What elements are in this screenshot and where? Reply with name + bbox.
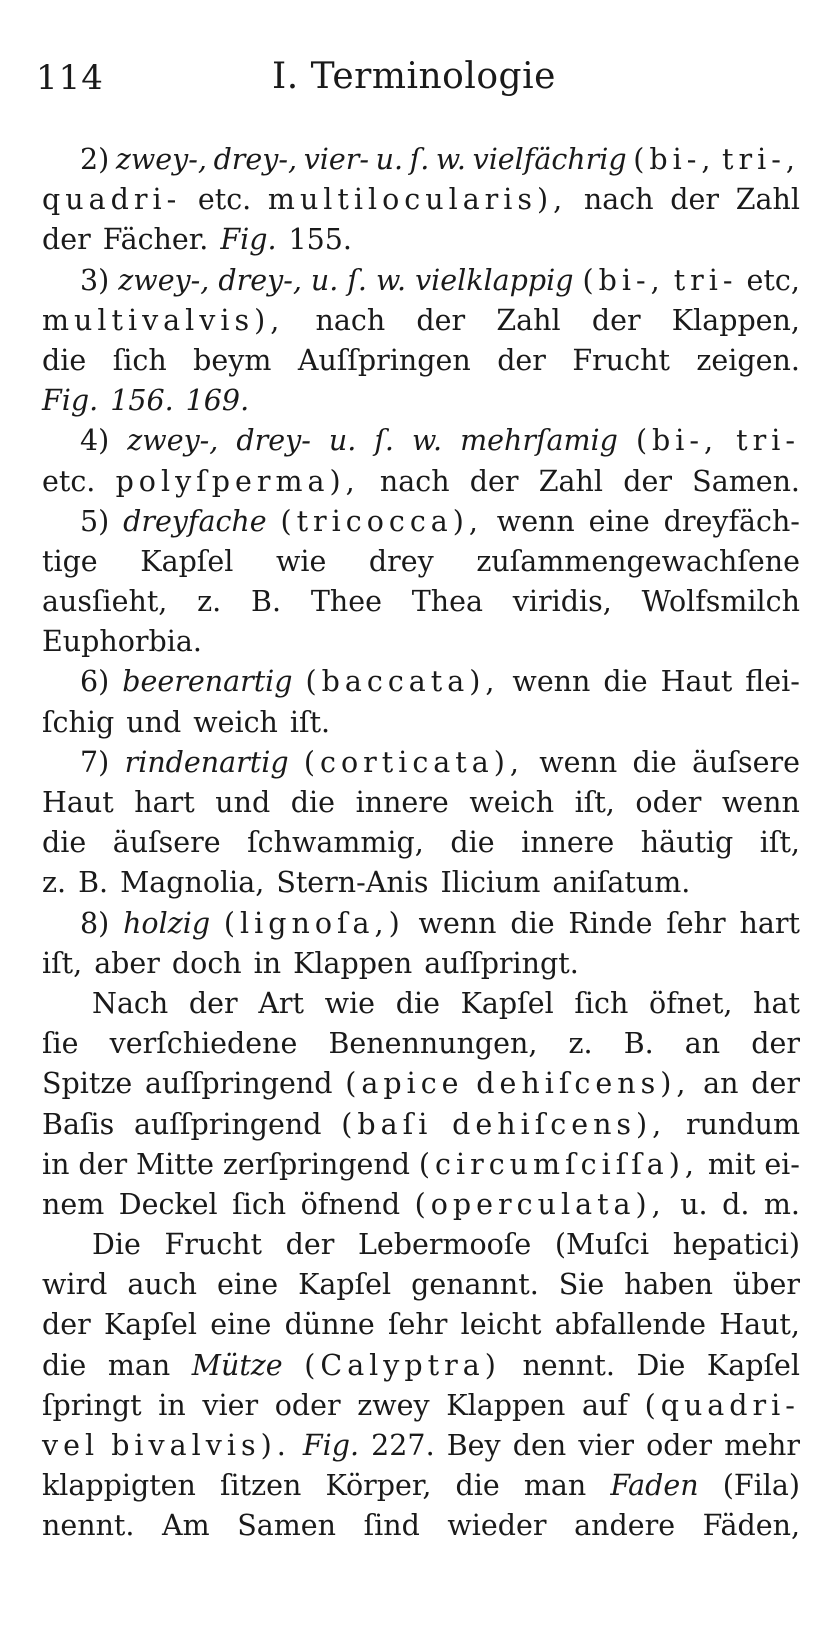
word: auſſpringt. — [424, 946, 579, 980]
word: wieder — [447, 1509, 547, 1543]
word: vel — [42, 1429, 100, 1462]
text-line — [42, 823, 800, 863]
word: 8) — [80, 906, 110, 940]
word: und — [126, 705, 182, 739]
word: ſ. — [347, 263, 367, 297]
word: (Calyptra) — [304, 1348, 501, 1382]
word: Kapſel — [103, 1308, 197, 1342]
word: ſ. — [374, 424, 394, 458]
word: nach — [379, 464, 450, 498]
word: Kapſel — [298, 1268, 392, 1302]
text-line — [42, 1024, 800, 1064]
text-line — [42, 582, 800, 622]
word: die — [510, 906, 555, 940]
word: drey-, — [213, 143, 298, 176]
word: Rinde — [568, 906, 653, 940]
word: auf — [582, 1388, 628, 1422]
word: rindenartig — [124, 745, 289, 779]
word: ſchig — [42, 705, 115, 739]
word: Haut, — [719, 1308, 800, 1342]
word: Kapſel — [460, 986, 554, 1020]
word: eine — [588, 504, 650, 538]
word: iſt, — [42, 946, 83, 980]
word: d. — [722, 1187, 750, 1221]
word: (bi-, — [633, 143, 716, 176]
word: (baccata), — [305, 665, 500, 699]
word: wenn — [512, 665, 591, 699]
word: ſ. — [409, 143, 430, 176]
text-line — [42, 1105, 800, 1145]
word: etc, — [746, 263, 800, 297]
word: zwey — [357, 1388, 430, 1422]
word: oder — [635, 786, 702, 819]
text-line — [42, 220, 800, 260]
word: oder — [274, 1388, 341, 1422]
word: der — [751, 1027, 800, 1061]
word: quadri- — [42, 183, 182, 217]
text-line — [42, 1426, 800, 1466]
word: Fig. — [220, 223, 277, 257]
text-line — [42, 743, 800, 783]
word: polyſperma), — [115, 464, 360, 498]
word: nennt. — [42, 1509, 135, 1543]
text-line — [42, 984, 800, 1024]
text-line — [42, 904, 800, 944]
text-line — [42, 462, 800, 502]
word: dreyfache — [123, 504, 267, 538]
word: klappigten — [42, 1469, 196, 1503]
word: ſich — [574, 986, 629, 1020]
word: andere — [574, 1509, 676, 1543]
word: vielklappig — [415, 263, 574, 297]
word: Frucht — [572, 343, 670, 377]
word: der — [591, 303, 641, 337]
word: Klappen — [293, 946, 413, 980]
word: dehiſcens), — [452, 1107, 667, 1141]
word: Die — [92, 1228, 141, 1262]
word: (lignoſa,) — [223, 906, 405, 940]
word: z. — [568, 1027, 593, 1061]
word: die — [42, 343, 87, 377]
word: (bi-, — [582, 263, 665, 297]
word: eine — [210, 1308, 272, 1342]
word: aber — [94, 946, 160, 980]
word: Thea — [411, 585, 483, 619]
text-line — [42, 703, 800, 743]
word: 156. — [110, 384, 174, 418]
word: drey-, — [218, 263, 302, 297]
word: Auſſpringen — [297, 343, 471, 377]
word: Stern-Anis — [276, 866, 429, 900]
word: w. — [435, 143, 466, 176]
word: ſich — [112, 343, 167, 377]
word: Kapſel — [140, 544, 234, 578]
word: eine — [216, 1268, 279, 1302]
word: Samen. — [692, 464, 800, 498]
word: drey- — [236, 424, 311, 458]
word: (Muſci — [554, 1228, 650, 1262]
text-line — [42, 502, 800, 542]
word: wenn — [418, 906, 497, 940]
word: beym — [193, 343, 272, 377]
word: dreyfäch- — [663, 504, 800, 538]
word: äuſsere — [692, 745, 800, 779]
word: man — [107, 1348, 171, 1382]
word: hat — [753, 986, 800, 1020]
word: hart — [739, 906, 800, 940]
word: Baſis — [42, 1107, 115, 1141]
word: Mitte — [135, 1147, 215, 1181]
text-line — [42, 421, 800, 461]
word: Art — [258, 986, 304, 1020]
word: Fächer. — [102, 223, 209, 257]
word: verſchiedene — [109, 1027, 298, 1061]
word: (corticata), — [303, 745, 524, 779]
word: Haut — [660, 665, 733, 699]
word: die — [395, 986, 440, 1020]
word: u. — [310, 263, 339, 297]
word: tige — [42, 544, 98, 578]
word: innere — [355, 786, 449, 819]
text-line — [42, 1265, 800, 1305]
word: ſchwammig, — [247, 826, 424, 860]
word: nach — [315, 303, 386, 337]
text-line — [42, 341, 800, 381]
word: etc. — [42, 464, 96, 498]
word: auſſpringend — [144, 1067, 333, 1101]
word: der — [42, 1308, 91, 1342]
page-number: 114 — [36, 58, 104, 98]
word: wenn — [496, 504, 575, 538]
text-line — [42, 1225, 800, 1265]
word: genannt. — [411, 1268, 539, 1302]
word: weich — [469, 786, 555, 819]
word: tri- — [673, 263, 738, 297]
word: ei- — [764, 1147, 800, 1181]
text-line — [42, 381, 800, 421]
text-line — [42, 622, 800, 662]
word: wenn — [721, 786, 800, 819]
word: Wolfsmilch — [641, 585, 800, 619]
word: über — [732, 1268, 800, 1302]
word: wie — [324, 986, 376, 1020]
word: der — [670, 183, 720, 217]
word: zerſpringend — [222, 1147, 411, 1181]
word: vier — [202, 1388, 259, 1422]
word: der — [42, 223, 91, 257]
word: der — [188, 986, 238, 1020]
word: Bey — [446, 1429, 501, 1462]
word: Nach — [92, 986, 169, 1020]
word: 2) — [80, 143, 110, 176]
word: Frucht — [164, 1228, 262, 1262]
word: ſitzen — [220, 1469, 302, 1503]
word: die — [603, 665, 648, 699]
text-line — [42, 783, 800, 823]
text-line — [42, 1185, 800, 1225]
word: (apice — [345, 1067, 464, 1101]
word: beerenartig — [122, 665, 293, 699]
word: der — [78, 1147, 128, 1181]
word: Thee — [310, 585, 382, 619]
word: zwey-, — [118, 263, 210, 297]
word: Die — [636, 1348, 686, 1382]
text-line — [42, 944, 800, 984]
word: Klappen, — [671, 303, 800, 337]
word: Zahl — [735, 183, 800, 217]
word: dünne — [284, 1308, 375, 1342]
word: äuſsere — [112, 826, 221, 860]
word: nach — [583, 183, 654, 217]
word: Euphorbia. — [42, 625, 202, 659]
word: Faden — [610, 1469, 699, 1503]
word: 4) — [80, 424, 110, 458]
word: Am — [162, 1509, 210, 1543]
word: die — [42, 826, 87, 860]
word: nem — [42, 1187, 105, 1221]
text-line — [42, 1064, 800, 1104]
word: vielfächrig — [472, 143, 627, 176]
word: hart — [134, 786, 195, 819]
text-line — [42, 1466, 800, 1506]
word: Ilicium — [440, 866, 541, 900]
word: der — [469, 464, 519, 498]
word: abfallende — [554, 1308, 707, 1342]
word: und — [215, 786, 271, 819]
word: mit — [707, 1147, 756, 1181]
word: die — [455, 1469, 500, 1503]
text-line — [42, 140, 800, 180]
word: (quadri- — [644, 1388, 800, 1422]
word: 227. — [371, 1429, 435, 1462]
word: Fig. — [42, 384, 99, 418]
word: multivalvis), — [42, 303, 285, 337]
word: weich — [193, 705, 278, 739]
word: öfnend — [300, 1187, 401, 1221]
word: an — [703, 1067, 739, 1101]
word: ſie — [42, 1027, 79, 1061]
word: w. — [412, 424, 443, 458]
word: bivalvis). — [111, 1429, 291, 1462]
word: wenn — [539, 745, 618, 779]
word: ſehr — [666, 906, 726, 940]
word: zuſammengewachſene — [476, 544, 800, 578]
word: vier — [578, 1429, 635, 1462]
text-line — [42, 301, 800, 341]
word: Deckel — [118, 1187, 218, 1221]
word: Mütze — [191, 1348, 283, 1382]
word: (circumſciſſa), — [418, 1147, 699, 1181]
word: Magnolia, — [120, 866, 265, 900]
word: in — [253, 946, 282, 980]
word: Haut — [42, 786, 114, 819]
word: iſt, — [574, 786, 615, 819]
word: mehr — [724, 1429, 800, 1462]
word: häutig — [640, 826, 734, 860]
word: Benennungen, — [328, 1027, 538, 1061]
word: aniſatum. — [552, 866, 691, 900]
text-line — [42, 1506, 800, 1546]
word: vier- — [303, 143, 370, 176]
word: haben — [624, 1268, 713, 1302]
word: flei- — [745, 665, 800, 699]
word: z. — [42, 866, 67, 900]
word: z. — [197, 585, 222, 619]
word: w. — [375, 263, 407, 297]
word: Fäden, — [702, 1509, 800, 1543]
text-line — [42, 662, 800, 702]
word: auſſpringend — [134, 1107, 322, 1141]
word: B. — [78, 866, 109, 900]
word: an — [684, 1027, 721, 1061]
text-line — [42, 542, 800, 582]
word: der — [497, 343, 546, 377]
word: ſich — [232, 1187, 287, 1221]
word: Klappen — [446, 1388, 566, 1422]
word: Kapſel — [706, 1348, 800, 1382]
word: rundum — [686, 1107, 800, 1141]
word: u. — [375, 143, 404, 176]
word: 169. — [185, 384, 250, 418]
word: Sie — [558, 1268, 605, 1302]
text-line — [42, 261, 800, 301]
text-line — [42, 180, 800, 220]
word: der — [751, 1067, 800, 1101]
word: (tricocca), — [280, 504, 483, 538]
word: Lebermooſe — [357, 1228, 532, 1262]
word: Körper, — [325, 1469, 432, 1503]
word: wie — [275, 544, 327, 578]
word: drey — [368, 544, 434, 578]
word: die — [42, 1348, 87, 1382]
word: man — [523, 1469, 587, 1503]
word: 6) — [80, 665, 110, 699]
word: in — [158, 1388, 186, 1422]
word: 5) — [80, 504, 110, 538]
word: die — [290, 786, 336, 819]
word: B. — [251, 585, 282, 619]
word: 155. — [288, 223, 352, 257]
word: öfnet, — [649, 986, 733, 1020]
word: zwey-, — [127, 424, 219, 458]
word: leicht — [460, 1308, 542, 1342]
word: Samen — [237, 1509, 336, 1543]
word: doch — [171, 946, 242, 980]
word: m. — [763, 1187, 800, 1221]
word: ſpringt — [42, 1388, 142, 1422]
word: dehiſcens), — [476, 1067, 691, 1101]
word: Spitze — [42, 1067, 133, 1101]
word: tri-, — [722, 143, 800, 176]
word: Zahl — [496, 303, 561, 337]
word: 3) — [80, 263, 110, 297]
word: zeigen. — [696, 343, 800, 377]
word: ausſieht, — [42, 585, 168, 619]
word: (operculata), — [414, 1187, 666, 1221]
word: die — [632, 745, 677, 779]
text-line — [42, 863, 800, 903]
word: Fig. — [302, 1429, 360, 1462]
word: u. — [328, 424, 357, 458]
word: ſehr — [388, 1308, 448, 1342]
word: mehrſamig — [460, 424, 618, 458]
text-line — [42, 1346, 800, 1386]
word: viridis, — [512, 585, 612, 619]
body-text — [42, 140, 800, 1547]
word: die — [450, 826, 495, 860]
word: wird — [42, 1268, 108, 1302]
word: B. — [623, 1027, 654, 1061]
word: oder — [646, 1429, 713, 1462]
word: der — [623, 464, 672, 498]
word: (Fila) — [722, 1469, 800, 1503]
word: tri- — [736, 424, 800, 458]
word: der — [285, 1228, 335, 1262]
word: (baſi — [341, 1107, 433, 1141]
word: etc. — [197, 183, 252, 217]
text-line — [42, 1386, 800, 1426]
word: auch — [127, 1268, 197, 1302]
word: nennt. — [522, 1348, 615, 1382]
word: zwey-, — [115, 143, 207, 176]
word: ſind — [363, 1509, 420, 1543]
running-head: I. Terminologie — [272, 56, 556, 97]
word: der — [416, 303, 466, 337]
text-line — [42, 1145, 800, 1185]
word: hepatici) — [672, 1228, 800, 1262]
word: in — [42, 1147, 70, 1181]
word: innere — [521, 826, 615, 860]
word: u. — [680, 1187, 708, 1221]
word: holzig — [123, 906, 211, 940]
word: den — [512, 1429, 567, 1462]
word: (bi-, — [635, 424, 719, 458]
word: iſt, — [759, 826, 800, 860]
word: 7) — [80, 745, 110, 779]
word: Zahl — [538, 464, 603, 498]
word: iſt. — [289, 705, 331, 739]
text-line — [42, 1305, 800, 1345]
word: multilocularis), — [267, 183, 568, 217]
